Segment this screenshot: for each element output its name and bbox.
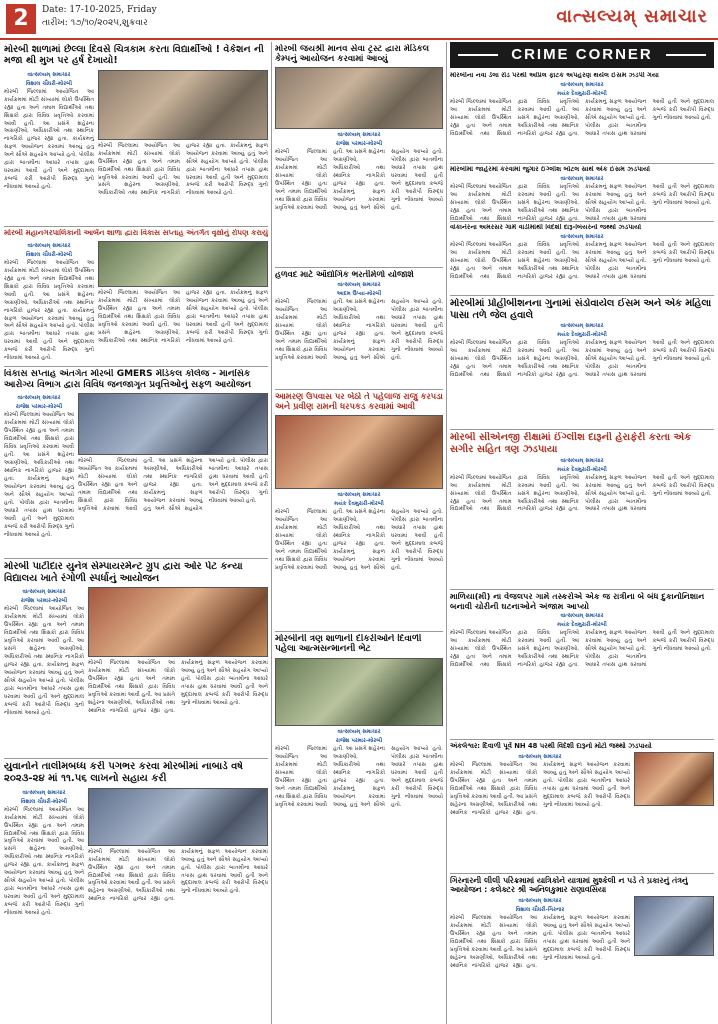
headline: હળવદ માટે ઔદ્યોગિક ભરતીમેળો યોજાશે — [275, 270, 414, 279]
byline: વાત્સલ્યમ્ સમાચાર — [337, 491, 381, 498]
article-kidnap-arrest — [450, 72, 714, 164]
article-body: મોરબી જિલ્લામાં આયોજિત આ કાર્યક્રમમાં મોટી સંખ્યામાં લોકો ઉપસ્થિત રહ્યા હતા અને તમામ વિદ્યાર્થીઓ તથા શિક્ષકો દ્વારા વિવિધ પ્રવૃત્તિઓ કરવામાં આવી હતી. આ પ્રસંગે શહેરના અગ્રણીઓ, અધિકારીઓ તથા સ્થાનિક નાગરિકો હાજર રહ્યા હતા. કાર્યક્રમનું સફળ આયોજન કરવામાં આવ્યું હતું અને સૌએ સહયોગ આપ્યો હતો. પોલીસ દ્વારા બાતમીના આધારે તપાસ હાથ ધરવામાં આવી હતી અને મુદ્દામાલ કબજે કરી આરોપી વિરુદ્ધ ગુનો નોંધવામાં આવ્યો હતો. — [4, 606, 84, 716]
reporter: મયંક દેવમુરારી-મોરબી — [557, 466, 607, 473]
byline: વાત્સલ્યમ્ સમાચાર — [27, 242, 71, 249]
article-body: મોરબી જિલ્લામાં આયોજિત આ કાર્યક્રમમાં મોટી સંખ્યામાં લોકો ઉપસ્થિત રહ્યા હતા અને તમામ વિદ્યાર્થીઓ તથા શિક્ષકો દ્વારા વિવિધ પ્રવૃત્તિઓ કરવામાં આવી હતી. આ પ્રસંગે શહેરના અગ્રણીઓ, અધિકારીઓ તથા સ્થાનિક નાગરિકો હાજર રહ્યા હતા. કાર્યક્રમનું સફળ આયોજન કરવામાં આવ્યું હતું અને સૌએ સહયોગ આપ્યો હતો. પોલીસ દ્વારા બાતમીના આધારે તપાસ હાથ ધરવામાં આવી હતી અને મુદ્દામાલ કબજે કરી આરોપી વિરુદ્ધ ગુનો નોંધવામાં આવ્યો હતો. — [450, 340, 714, 378]
article-body: મોરબી જિલ્લામાં આયોજિત આ કાર્યક્રમમાં મોટી સંખ્યામાં લોકો ઉપસ્થિત રહ્યા હતા અને તમામ વિદ્યાર્થીઓ તથા શિક્ષકો દ્વારા વિવિધ પ્રવૃત્તિઓ કરવામાં આવી હતી. આ પ્રસંગે શહેરના અગ્રણીઓ, અધિકારીઓ તથા સ્થાનિક નાગરિકો હાજર રહ્યા હતા. કાર્યક્રમનું સફળ આયોજન કરવામાં આવ્યું હતું અને સૌએ સહયોગ આપ્યો હતો. પોલીસ દ્વારા બાતમીના આધારે તપાસ હાથ ધરવામાં આવી હતી અને મુદ્દામાલ કબજે કરી આરોપી વિરુદ્ધ ગુનો નોંધવામાં આવ્યો હતો. — [450, 630, 714, 669]
byline: વાત્સલ્યમ્ સમાચાર — [22, 789, 66, 796]
article-body: મોરબી જિલ્લામાં આયોજિત આ કાર્યક્રમમાં મોટી સંખ્યામાં લોકો ઉપસ્થિત રહ્યા હતા અને તમામ વિદ્યાર્થીઓ તથા શિક્ષકો દ્વારા વિવિધ પ્રવૃત્તિઓ કરવામાં આવી હતી. આ પ્રસંગે શહેરના અગ્રણીઓ, અધિકારીઓ તથા સ્થાનિક નાગરિકો હાજર રહ્યા હતા. કાર્યક્રમનું સફળ આયોજન કરવામાં આવ્યું હતું અને સૌએ સહયોગ આપ્યો હતો. પોલીસ દ્વારા બાતમીના આધારે તપાસ હાથ ધરવામાં આવી હતી અને મુદ્દામાલ કબજે કરી આરોપી વિરુદ્ધ ગુનો નોંધવામાં આવ્યો હતો. — [450, 474, 714, 513]
reporter: વિશાલ ચૌધરી-મોરબી — [20, 798, 68, 805]
headline: મોરબી સીએનજી રીક્ષામાં ઈંગ્લીશ દારૂની હેરાફેરી કરતા એક સગીર સહિત ત્રણ ઝડપાયા — [450, 432, 692, 455]
column-divider — [271, 42, 272, 1024]
paper-name: વાત્સલ્યમ્ સમાચાર — [556, 6, 708, 27]
article-amarsar-liquor — [450, 224, 714, 296]
article-body: મોરબી જિલ્લામાં આયોજિત આ કાર્યક્રમમાં મોટી સંખ્યામાં લોકો ઉપસ્થિત રહ્યા હતા અને તમામ વિદ્યાર્થીઓ તથા શિક્ષકો દ્વારા વિવિધ પ્રવૃત્તિઓ કરવામાં આવી હતી. આ પ્રસંગે શહેરના અગ્રણીઓ, અધિકારીઓ તથા સ્થાનિક નાગરિકો હાજર રહ્યા હતા. કાર્યક્રમનું સફળ આયોજન કરવામાં આવ્યું હતું અને સૌએ સહયોગ આપ્યો હતો. પોલીસ દ્વારા બાતમીના આધારે તપાસ હાથ ધરવામાં આવી હતી અને મુદ્દામાલ કબજે કરી આરોપી વિરુદ્ધ ગુનો નોંધવામાં આવ્યો હતો. — [275, 298, 443, 361]
masthead — [0, 0, 718, 40]
byline: વાત્સલ્યમ્ સમાચાર — [518, 754, 562, 761]
reporter: મયંક દેવમુરારી-મોરબી — [557, 90, 607, 97]
article-photo — [275, 658, 443, 726]
byline: વાત્સલ્યમ્ સમાચાર — [560, 457, 604, 464]
headline: વિકાસ સપ્તાહ અંતર્ગત મોરબી GMERS મેડિકલ કોલેજ - માનસિક આરોગ્ય વિભાગ દ્વારા વિવિધ જનજાગૃત પ્રવૃત્તિઓનું સફળ આયોજન — [4, 369, 252, 390]
headline: મોરબીની ત્રણ શાળાની દીકરીઓને દિવાળી પહેલા આત્મસન્માનની ભેટ — [275, 634, 422, 655]
byline: વાત્સલ્યમ્ સમાચાર — [560, 613, 604, 620]
article-prohibition-pasa — [450, 298, 714, 430]
article-photo — [98, 70, 268, 140]
article-photo — [275, 415, 443, 489]
headline: મોરબીમાં જાહેરમાં કરવામાં જુગાર ઈંગ્લીશ બોટલ સાથે એક ઈસમ ઝડપાયો — [450, 166, 651, 173]
article-cng-rickshaw — [450, 432, 714, 590]
headline: મોરબી જયશ્રી માનવ સેવા ટ્રસ્ટ દ્વારા મેડિકલ કેમ્પનું આયોજન કરવામાં આવ્યું — [275, 44, 430, 65]
reporter: આદમ ઉપ્યા-મોરબી — [336, 290, 382, 297]
headline: વાંકાનેરના અમરસર ગામે વાડીમાંથી વિદેશી દારૂ-બિયરનો જથ્થો ઝડપાયો — [450, 224, 642, 231]
article-photo — [275, 67, 443, 129]
headline: મોરબીમાં પ્રોહીબીશનના ગુનામાં સંડોવાયેલ ઈસમ અને એક મહિલા પાસા તળે જેલ હવાલે — [450, 298, 712, 321]
reporter: મયંક દેવમુરારી-મોરબી — [557, 332, 607, 339]
headline: મોરબી મહાનગરપાલિકાની આર્બન શાળા દ્વારા વિકાસ સપ્તાહ અંતર્ગત વૃક્ષોનું રોપણ કરાયું — [4, 229, 268, 237]
article-girls-diwali-gift — [275, 634, 443, 1020]
dateline — [42, 4, 157, 30]
byline: વાત્સલ્યમ્ સમાચાર — [27, 71, 71, 78]
byline: વાત્સલ્યમ્ સમાચાર — [518, 898, 562, 905]
article-body: મોરબી જિલ્લામાં આયોજિત આ કાર્યક્રમમાં મોટી સંખ્યામાં લોકો ઉપસ્થિત રહ્યા હતા અને તમામ વિદ્યાર્થીઓ તથા શિક્ષકો દ્વારા વિવિધ પ્રવૃત્તિઓ કરવામાં આવી હતી. આ પ્રસંગે શહેરના અગ્રણીઓ, અધિકારીઓ તથા સ્થાનિક નાગરિકો હાજર રહ્યા હતા. કાર્યક્રમનું સફળ આયોજન કરવામાં આવ્યું હતું અને સૌએ સહયોગ આપ્યો હતો. પોલીસ દ્વારા બાતમીના આધારે તપાસ હાથ ધરવામાં આવી હતી અને મુદ્દામાલ કબજે કરી આરોપી વિરુદ્ધ ગુનો નોંધવામાં આવ્યો હતો. — [450, 98, 714, 137]
column-divider — [446, 42, 447, 1024]
article-body: મોરબી જિલ્લામાં આયોજિત આ કાર્યક્રમમાં મોટી સંખ્યામાં લોકો ઉપસ્થિત રહ્યા હતા અને તમામ વિદ્યાર્થીઓ તથા શિક્ષકો દ્વારા વિવિધ પ્રવૃત્તિઓ કરવામાં આવી હતી. આ પ્રસંગે શહેરના અગ્રણીઓ, અધિકારીઓ તથા સ્થાનિક નાગરિકો હાજર રહ્યા હતા. કાર્યક્રમનું સફળ આયોજન કરવામાં આવ્યું હતું અને સૌએ સહયોગ આપ્યો હતો. પોલીસ દ્વારા બાતમીના આધારે તપાસ હાથ ધરવામાં આવી હતી અને મુદ્દામાલ કબજે કરી આરોપી વિરુદ્ધ ગુનો નોંધવામાં આવ્યો હતો. — [4, 259, 94, 362]
article-rangoli — [4, 561, 268, 759]
article-body: મોરબી જિલ્લામાં આયોજિત આ કાર્યક્રમમાં મોટી સંખ્યામાં લોકો ઉપસ્થિત રહ્યા હતા અને તમામ વિદ્યાર્થીઓ તથા શિક્ષકો દ્વારા વિવિધ પ્રવૃત્તિઓ કરવામાં આવી હતી. આ પ્રસંગે શહેરના અગ્રણીઓ, અધિકારીઓ તથા સ્થાનિક નાગરિકો હાજર રહ્યા હતા. કાર્યક્રમનું સફળ આયોજન કરવામાં આવ્યું હતું અને સૌએ સહયોગ આપ્યો હતો. પોલીસ દ્વારા બાતમીના આધારે તપાસ હાથ ધરવામાં આવી હતી અને મુદ્દામાલ કબજે કરી આરોપી વિરુદ્ધ ગુનો નોંધવામાં આવ્યો હતો. — [4, 88, 94, 191]
article-body: મોરબી જિલ્લામાં આયોજિત આ કાર્યક્રમમાં મોટી સંખ્યામાં લોકો ઉપસ્થિત રહ્યા હતા અને તમામ વિદ્યાર્થીઓ તથા શિક્ષકો દ્વારા વિવિધ પ્રવૃત્તિઓ કરવામાં આવી હતી. આ પ્રસંગે શહેરના અગ્રણીઓ, અધિકારીઓ તથા સ્થાનિક નાગરિકો હાજર રહ્યા હતા. કાર્યક્રમનું સફળ આયોજન કરવામાં આવ્યું હતું અને સૌએ સહયોગ આપ્યો હતો. પોલીસ દ્વારા બાતમીના આધારે તપાસ હાથ ધરવામાં આવી હતી અને મુદ્દામાલ કબજે કરી આરોપી વિરુદ્ધ ગુનો નોંધવામાં આવ્યો હતો. — [4, 412, 74, 538]
reporter: મયંક દેવમુરારી-મોરબી — [557, 622, 607, 629]
date-english: Date: 17-10-2025, Friday — [42, 5, 157, 15]
article-photo — [88, 587, 268, 657]
headline: ગિરનારની લીલી પરિક્રમામાં યાત્રિકોને યાત્રામાં મુશ્કેલી ન પડે તે પ્રકારનું તંત્રનું આયોજન : કલેક્ટર શ્રી અનિલકુમાર રાણાવસિયા — [450, 876, 688, 895]
article-hunger-strike-arrest — [275, 392, 443, 632]
article-tree-planting — [4, 229, 268, 367]
article-nabard — [4, 761, 268, 1020]
crime-corner-banner: CRIME CORNER — [450, 42, 714, 68]
headline: અંકલેશ્વર: દિવાળી પૂર્વે NH 48 પરથી વિદેશી દારૂનો મોટો જથ્થો ઝડપાયો — [450, 742, 652, 750]
byline: વાત્સલ્યમ્ સમાચાર — [337, 728, 381, 735]
byline: વાત્સલ્યમ્ સમાચાર — [337, 132, 381, 139]
article-ankleshwar-liquor — [450, 742, 714, 874]
headline: મોરબીના નવા ડેલા રોડ પરથી અપ્રિલ ફાટક અપહરણ થયેલ ઈસમ ઝડપી ગયા — [450, 72, 659, 79]
article-photo — [88, 788, 268, 846]
page-number: 2 — [6, 4, 36, 34]
headline: મોરબી શાળામાં છેલ્લા દિવસે ચિત્રકામ કરતા વિદ્યાર્થીઓ ! વેકેશન ની મજા થી મુખ પર હર્ષ દેખાયો! — [4, 44, 264, 67]
article-school-drawing — [4, 44, 268, 227]
article-body: મોરબી જિલ્લામાં આયોજિત આ કાર્યક્રમમાં મોટી સંખ્યામાં લોકો ઉપસ્થિત રહ્યા હતા અને તમામ વિદ્યાર્થીઓ તથા શિક્ષકો દ્વારા વિવિધ પ્રવૃત્તિઓ કરવામાં આવી હતી. આ પ્રસંગે શહેરના અગ્રણીઓ, અધિકારીઓ તથા સ્થાનિક નાગરિકો હાજર રહ્યા હતા. કાર્યક્રમનું સફળ આયોજન કરવામાં આવ્યું હતું અને સૌએ સહયોગ આપ્યો હતો. પોલીસ દ્વારા બાતમીના આધારે તપાસ હાથ ધરવામાં આવી હતી અને મુદ્દામાલ કબજે કરી આરોપી વિરુદ્ધ ગુનો નોંધવામાં આવ્યો હતો. — [4, 806, 84, 917]
reporter: રાજેશ પરમાર-મોરબી — [15, 404, 63, 411]
headline: યુવાનોને તાલીમબધ્ધ કરી પગભર કરવા મોરબીમાં નાબાર્ડ વર્ષ ૨૦૨૩-૨૪ માં ૧૧.૫૬ લાખનો સહાય કરી — [4, 761, 243, 784]
reporter: વિશાલ ચૌધરી-ગિરનાર — [515, 907, 565, 914]
byline: વાત્સલ્યમ્ સમાચાર — [337, 281, 381, 288]
article-gambling-arrest — [450, 166, 714, 222]
article-body: મોરબી જિલ્લામાં આયોજિત આ કાર્યક્રમમાં મોટી સંખ્યામાં લોકો ઉપસ્થિત રહ્યા હતા અને તમામ વિદ્યાર્થીઓ તથા શિક્ષકો દ્વારા વિવિધ પ્રવૃત્તિઓ કરવામાં આવી હતી. આ પ્રસંગે શહેરના અગ્રણીઓ, અધિકારીઓ તથા સ્થાનિક નાગરિકો હાજર રહ્યા હતા. કાર્યક્રમનું સફળ આયોજન કરવામાં આવ્યું હતું અને સૌએ સહયોગ આપ્યો હતો. પોલીસ દ્વારા બાતમીના આધારે તપાસ હાથ ધરવામાં આવી હતી અને મુદ્દામાલ કબજે કરી આરોપી વિરુદ્ધ ગુનો નોંધવામાં આવ્યો હતો. — [98, 289, 268, 344]
article-body: મોરબી જિલ્લામાં આયોજિત આ કાર્યક્રમમાં મોટી સંખ્યામાં લોકો ઉપસ્થિત રહ્યા હતા અને તમામ વિદ્યાર્થીઓ તથા શિક્ષકો દ્વારા વિવિધ પ્રવૃત્તિઓ કરવામાં આવી હતી. આ પ્રસંગે શહેરના અગ્રણીઓ, અધિકારીઓ તથા સ્થાનિક નાગરિકો હાજર રહ્યા હતા. કાર્યક્રમનું સફળ આયોજન કરવામાં આવ્યું હતું અને સૌએ સહયોગ આપ્યો હતો. પોલીસ દ્વારા બાતમીના આધારે તપાસ હાથ ધરવામાં આવી હતી અને મુદ્દામાલ કબજે કરી આરોપી વિરુદ્ધ ગુનો નોંધવામાં આવ્યો હતો. — [88, 848, 268, 903]
article-photo — [98, 241, 268, 287]
headline: મોરબી પાટીદાર યુનેત્ર સેમ્પાયરમેન્ટ ગ્રુપ દ્વારા ઓર પેટ કન્યા વિદ્યાલય ખાતે રંગોળી સ્પર્ધાનું આયોજન — [4, 561, 243, 584]
byline: વાત્સલ્યમ્ સમાચાર — [17, 395, 61, 402]
article-body: મોરબી જિલ્લામાં આયોજિત આ કાર્યક્રમમાં મોટી સંખ્યામાં લોકો ઉપસ્થિત રહ્યા હતા અને તમામ વિદ્યાર્થીઓ તથા શિક્ષકો દ્વારા વિવિધ પ્રવૃત્તિઓ કરવામાં આવી હતી. આ પ્રસંગે શહેરના અગ્રણીઓ, અધિકારીઓ તથા સ્થાનિક નાગરિકો હાજર રહ્યા હતા. કાર્યક્રમનું સફળ આયોજન કરવામાં આવ્યું હતું અને સૌએ સહયોગ આપ્યો હતો. પોલીસ દ્વારા બાતમીના આધારે તપાસ હાથ ધરવામાં આવી હતી અને મુદ્દામાલ કબજે કરી આરોપી વિરુદ્ધ ગુનો નોંધવામાં આવ્યો હતો. — [78, 458, 268, 513]
article-body: મોરબી જિલ્લામાં આયોજિત આ કાર્યક્રમમાં મોટી સંખ્યામાં લોકો ઉપસ્થિત રહ્યા હતા અને તમામ વિદ્યાર્થીઓ તથા શિક્ષકો દ્વારા વિવિધ પ્રવૃત્તિઓ કરવામાં આવી હતી. આ પ્રસંગે શહેરના અગ્રણીઓ, અધિકારીઓ તથા સ્થાનિક નાગરિકો હાજર રહ્યા હતા. કાર્યક્રમનું સફળ આયોજન કરવામાં આવ્યું હતું અને સૌએ સહયોગ આપ્યો હતો. પોલીસ દ્વારા બાતમીના આધારે તપાસ હાથ ધરવામાં આવી હતી અને મુદ્દામાલ કબજે કરી આરોપી વિરુદ્ધ ગુનો નોંધવામાં આવ્યો હતો. — [450, 241, 714, 280]
headline: આમરણ ઉપવાસ પર બેઠો તે પહેલાજ રાજુ કરપડા અને પ્રવીણ રામની ધરપકડ કરવામાં આવી — [275, 392, 443, 411]
article-body: મોરબી જિલ્લામાં આયોજિત આ કાર્યક્રમમાં મોટી સંખ્યામાં લોકો ઉપસ્થિત રહ્યા હતા અને તમામ વિદ્યાર્થીઓ તથા શિક્ષકો દ્વારા વિવિધ પ્રવૃત્તિઓ કરવામાં આવી હતી. આ પ્રસંગે શહેરના અગ્રણીઓ, અધિકારીઓ તથા સ્થાનિક નાગરિકો હાજર રહ્યા હતા. કાર્યક્રમનું સફળ આયોજન કરવામાં આવ્યું હતું અને સૌએ સહયોગ આપ્યો હતો. પોલીસ દ્વારા બાતમીના આધારે તપાસ હાથ ધરવામાં આવી હતી અને મુદ્દામાલ કબજે કરી આરોપી વિરુદ્ધ ગુનો નોંધવામાં આવ્યો હતો. — [275, 508, 443, 571]
reporter: રાજેશ પરમાર-મોરબી — [20, 598, 68, 605]
byline: વાત્સલ્યમ્ સમાચાર — [560, 81, 604, 88]
headline: માળિયા(મી) ના વેજલપર ગામે તસ્કરોએ એક જ રાત્રીના બે બંધ દુકાનોનિશાન બનાવી ચોરીની ઘટનાઓને અંજામ આપ્યો — [450, 592, 705, 611]
article-girnar-parikrama — [450, 876, 714, 1020]
article-body: મોરબી જિલ્લામાં આયોજિત આ કાર્યક્રમમાં મોટી સંખ્યામાં લોકો ઉપસ્થિત રહ્યા હતા અને તમામ વિદ્યાર્થીઓ તથા શિક્ષકો દ્વારા વિવિધ પ્રવૃત્તિઓ કરવામાં આવી હતી. આ પ્રસંગે શહેરના અગ્રણીઓ, અધિકારીઓ તથા સ્થાનિક નાગરિકો હાજર રહ્યા હતા. કાર્યક્રમનું સફળ આયોજન કરવામાં આવ્યું હતું અને સૌએ સહયોગ આપ્યો હતો. પોલીસ દ્વારા બાતમીના આધારે તપાસ હાથ ધરવામાં આવી હતી અને મુદ્દામાલ કબજે કરી આરોપી વિરુદ્ધ ગુનો નોંધવામાં આવ્યો હતો. — [450, 762, 630, 816]
byline: વાત્સલ્યમ્ સમાચાર — [560, 233, 604, 240]
reporter: મયંક દેવમુરારી-મોરબી — [334, 500, 384, 507]
article-body: મોરબી જિલ્લામાં આયોજિત આ કાર્યક્રમમાં મોટી સંખ્યામાં લોકો ઉપસ્થિત રહ્યા હતા અને તમામ વિદ્યાર્થીઓ તથા શિક્ષકો દ્વારા વિવિધ પ્રવૃત્તિઓ કરવામાં આવી હતી. આ પ્રસંગે શહેરના અગ્રણીઓ, અધિકારીઓ તથા સ્થાનિક નાગરિકો હાજર રહ્યા હતા. કાર્યક્રમનું સફળ આયોજન કરવામાં આવ્યું હતું અને સૌએ સહયોગ આપ્યો હતો. પોલીસ દ્વારા બાતમીના આધારે તપાસ હાથ ધરવામાં આવી હતી અને મુદ્દામાલ કબજે કરી આરોપી વિરુદ્ધ ગુનો નોંધવામાં આવ્યો હતો. — [450, 183, 714, 222]
reporter: વિશાલ ચૌધરી-મોરબી — [25, 251, 73, 258]
reporter: વિશાલ ચૌધરી-મોરબી — [25, 80, 73, 87]
byline: વાત્સલ્યમ્ સમાચાર — [560, 323, 604, 330]
article-body: મોરબી જિલ્લામાં આયોજિત આ કાર્યક્રમમાં મોટી સંખ્યામાં લોકો ઉપસ્થિત રહ્યા હતા અને તમામ વિદ્યાર્થીઓ તથા શિક્ષકો દ્વારા વિવિધ પ્રવૃત્તિઓ કરવામાં આવી હતી. આ પ્રસંગે શહેરના અગ્રણીઓ, અધિકારીઓ તથા સ્થાનિક નાગરિકો હાજર રહ્યા હતા. કાર્યક્રમનું સફળ આયોજન કરવામાં આવ્યું હતું અને સૌએ સહયોગ આપ્યો હતો. પોલીસ દ્વારા બાતમીના આધારે તપાસ હાથ ધરવામાં આવી હતી અને મુદ્દામાલ કબજે કરી આરોપી વિરુદ્ધ ગુનો નોંધવામાં આવ્યો હતો. — [275, 745, 443, 808]
reporter: રાજેશ પરમાર-મોરબી — [335, 141, 383, 148]
article-halvad-job-fair — [275, 270, 443, 390]
article-body: મોરબી જિલ્લામાં આયોજિત આ કાર્યક્રમમાં મોટી સંખ્યામાં લોકો ઉપસ્થિત રહ્યા હતા અને તમામ વિદ્યાર્થીઓ તથા શિક્ષકો દ્વારા વિવિધ પ્રવૃત્તિઓ કરવામાં આવી હતી. આ પ્રસંગે શહેરના અગ્રણીઓ, અધિકારીઓ તથા સ્થાનિક નાગરિકો હાજર રહ્યા હતા. કાર્યક્રમનું સફળ આયોજન કરવામાં આવ્યું હતું અને સૌએ સહયોગ આપ્યો હતો. પોલીસ દ્વારા બાતમીના આધારે તપાસ હાથ ધરવામાં આવી હતી અને મુદ્દામાલ કબજે કરી આરોપી વિરુદ્ધ ગુનો નોંધવામાં આવ્યો હતો. — [275, 149, 443, 212]
article-body: મોરબી જિલ્લામાં આયોજિત આ કાર્યક્રમમાં મોટી સંખ્યામાં લોકો ઉપસ્થિત રહ્યા હતા અને તમામ વિદ્યાર્થીઓ તથા શિક્ષકો દ્વારા વિવિધ પ્રવૃત્તિઓ કરવામાં આવી હતી. આ પ્રસંગે શહેરના અગ્રણીઓ, અધિકારીઓ તથા સ્થાનિક નાગરિકો હાજર રહ્યા હતા. કાર્યક્રમનું સફળ આયોજન કરવામાં આવ્યું હતું અને સૌએ સહયોગ આપ્યો હતો. પોલીસ દ્વારા બાતમીના આધારે તપાસ હાથ ધરવામાં આવી હતી અને મુદ્દામાલ કબજે કરી આરોપી વિરુદ્ધ ગુનો નોંધવામાં આવ્યો હતો. — [88, 660, 268, 714]
article-gmers — [4, 369, 268, 559]
article-photo — [634, 752, 714, 806]
reporter: રાજેશ પરમાર-મોરબી — [335, 737, 383, 744]
article-medical-camp — [275, 44, 443, 268]
article-photo — [78, 393, 268, 455]
article-body: મોરબી જિલ્લામાં આયોજિત આ કાર્યક્રમમાં મોટી સંખ્યામાં લોકો ઉપસ્થિત રહ્યા હતા અને તમામ વિદ્યાર્થીઓ તથા શિક્ષકો દ્વારા વિવિધ પ્રવૃત્તિઓ કરવામાં આવી હતી. આ પ્રસંગે શહેરના અગ્રણીઓ, અધિકારીઓ તથા સ્થાનિક નાગરિકો હાજર રહ્યા હતા. કાર્યક્રમનું સફળ આયોજન કરવામાં આવ્યું હતું અને સૌએ સહયોગ આપ્યો હતો. પોલીસ દ્વારા બાતમીના આધારે તપાસ હાથ ધરવામાં આવી હતી અને મુદ્દામાલ કબજે કરી આરોપી વિરુદ્ધ ગુનો નોંધવામાં આવ્યો હતો. — [450, 915, 630, 970]
article-photo — [634, 896, 714, 956]
byline: વાત્સલ્યમ્ સમાચાર — [560, 175, 604, 182]
date-gujarati: તારીખ: ૧૭/૧૦/૨૦૨૫,શુક્રવાર — [42, 18, 148, 28]
article-vejalpar-theft — [450, 592, 714, 740]
article-body: મોરબી જિલ્લામાં આયોજિત આ કાર્યક્રમમાં મોટી સંખ્યામાં લોકો ઉપસ્થિત રહ્યા હતા અને તમામ વિદ્યાર્થીઓ તથા શિક્ષકો દ્વારા વિવિધ પ્રવૃત્તિઓ કરવામાં આવી હતી. આ પ્રસંગે શહેરના અગ્રણીઓ, અધિકારીઓ તથા સ્થાનિક નાગરિકો હાજર રહ્યા હતા. કાર્યક્રમનું સફળ આયોજન કરવામાં આવ્યું હતું અને સૌએ સહયોગ આપ્યો હતો. પોલીસ દ્વારા બાતમીના આધારે તપાસ હાથ ધરવામાં આવી હતી અને મુદ્દામાલ કબજે કરી આરોપી વિરુદ્ધ ગુનો નોંધવામાં આવ્યો હતો. — [98, 142, 268, 197]
byline: વાત્સલ્યમ્ સમાચાર — [22, 589, 66, 596]
